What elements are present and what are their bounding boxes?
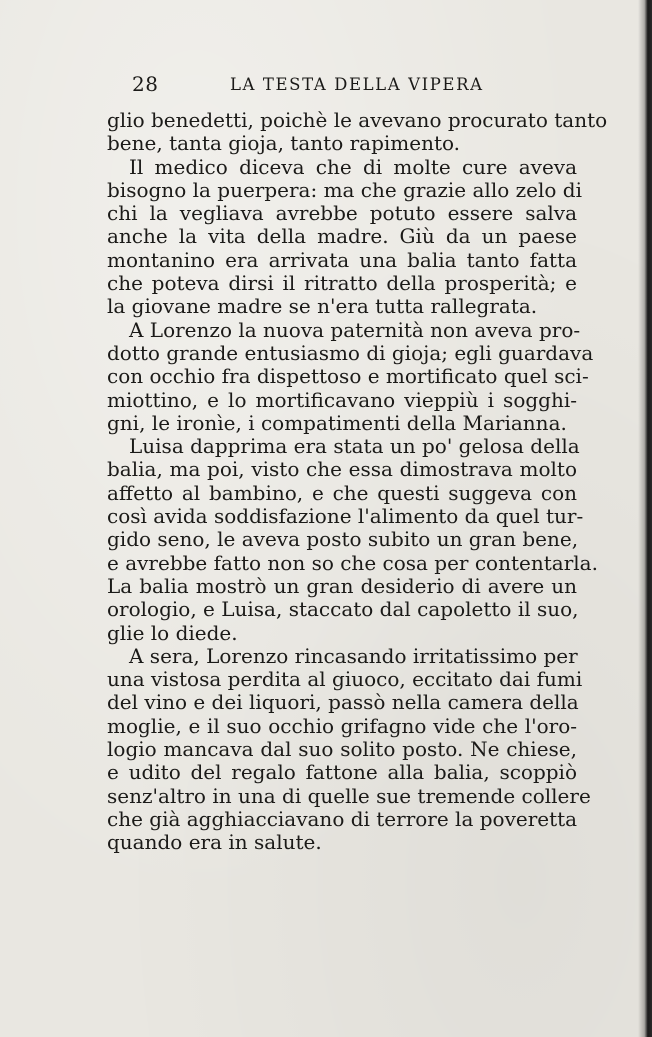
text-line: senz'altro in una di quelle sue tremende collere xyxy=(107,783,591,808)
text-line: La balia mostrò un gran desiderio di avere un xyxy=(107,573,577,598)
text-line: glio benedetti, poichè le avevano procurato tanto xyxy=(107,108,608,132)
page-header xyxy=(0,72,652,102)
text-line: balia, ma poi, visto che essa dimostrava molto xyxy=(107,457,577,482)
text-line: del vino e dei liquori, passò nella camera della xyxy=(107,690,579,715)
text-line: Luisa dapprima era stata un po' gelosa della xyxy=(129,434,580,459)
text-line: moglie, e il suo occhio grifagno vide che l'oro- xyxy=(107,713,577,738)
text-line: chi la vegliava avrebbe potuto essere salva xyxy=(107,201,577,226)
text-line: bene, tanta gioja, tanto rapimento. xyxy=(107,131,461,156)
text-line: che già agghiacciavano di terrore la poveretta xyxy=(107,806,578,831)
text-line: A sera, Lorenzo rincasando irritatissimo per xyxy=(129,643,578,668)
text-line: bisogno la puerpera: ma che grazie allo zelo di xyxy=(107,177,582,202)
text-line: una vistosa perdita al giuoco, eccitato dai fumi xyxy=(107,667,583,692)
text-line: orologio, e Luisa, staccato dal capoletto il suo, xyxy=(107,597,579,622)
text-line: gido seno, le aveva posto subito un gran bene, xyxy=(107,527,579,552)
body-text xyxy=(107,108,608,855)
page-number: 28 xyxy=(132,72,159,96)
text-line: dotto grande entusiasmo di gioja; egli guardava xyxy=(107,340,594,365)
running-title: LA TESTA DELLA VIPERA xyxy=(230,75,484,94)
text-line: quando era in salute. xyxy=(107,830,322,855)
text-line: e avrebbe fatto non so che cosa per contentarla. xyxy=(107,550,598,575)
text-line: affetto al bambino, e che questi suggeva con xyxy=(107,480,577,505)
text-line: così avida soddisfazione l'alimento da quel tur- xyxy=(107,504,584,529)
text-line: che poteva dirsi il ritratto della prosperità; e xyxy=(107,271,577,296)
text-line: logio mancava dal suo solito posto. Ne chiese, xyxy=(107,737,577,762)
text-line: glie lo diede. xyxy=(107,620,238,645)
text-line: Il medico diceva che di molte cure aveva xyxy=(129,154,577,179)
text-line: anche la vita della madre. Giù da un paese xyxy=(107,224,577,249)
text-line: gni, le ironìe, i compatimenti della Marianna. xyxy=(107,410,567,435)
text-line: e udito del regalo fattone alla balia, scoppiò xyxy=(107,760,577,785)
book-spine-shadow xyxy=(638,0,652,1037)
text-line: con occhio fra dispettoso e mortificato quel sci- xyxy=(107,364,589,389)
text-line: la giovane madre se n'era tutta rallegrata. xyxy=(107,294,538,319)
text-line: A Lorenzo la nuova paternità non aveva pro- xyxy=(129,317,581,342)
text-line: miottino, e lo mortificavano vieppiù i sogghi- xyxy=(107,387,577,412)
text-line: montanino era arrivata una balia tanto fatta xyxy=(107,247,577,272)
